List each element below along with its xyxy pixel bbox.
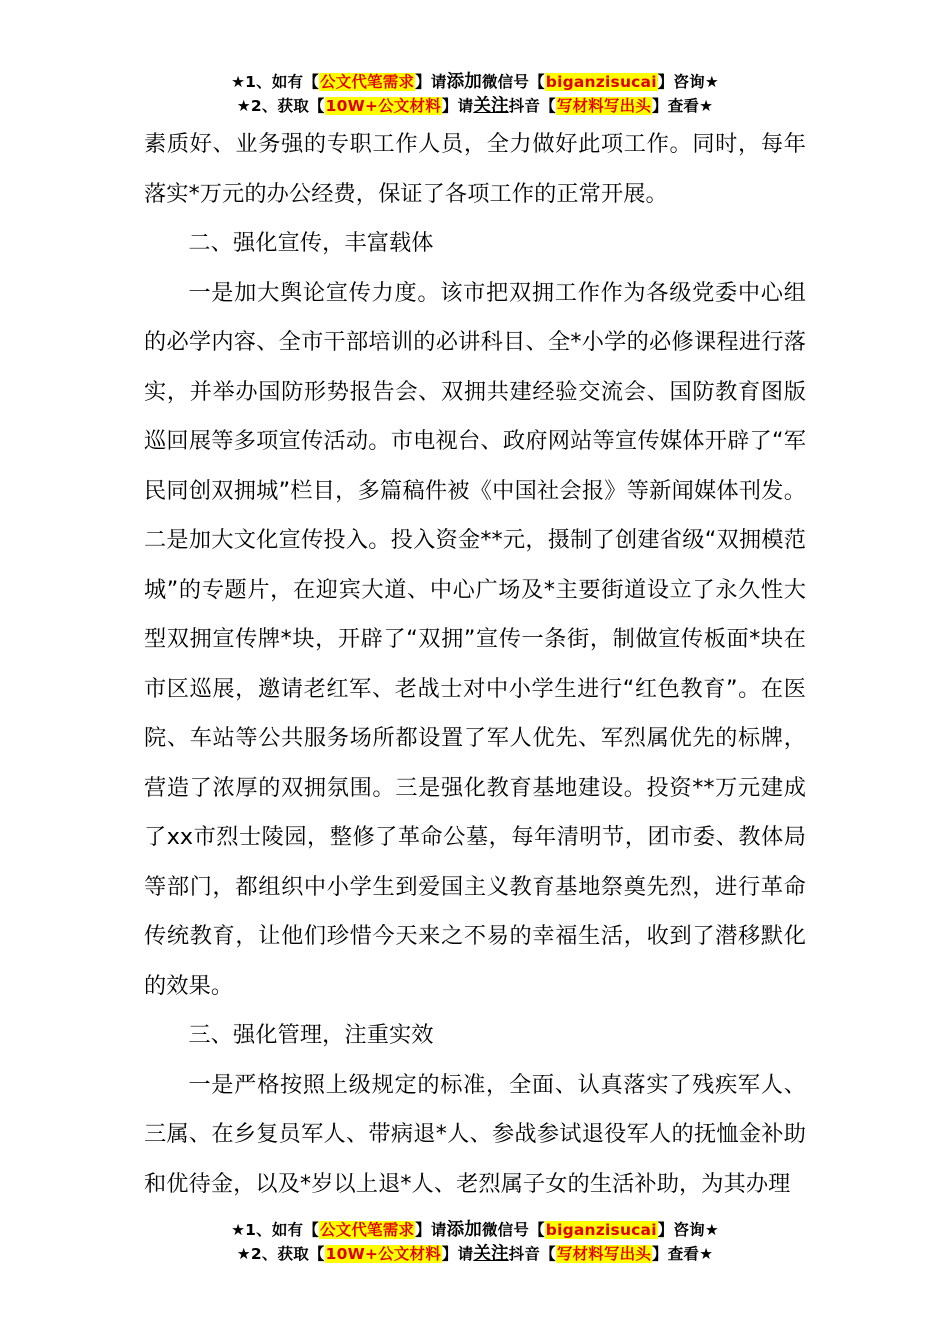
- highlight-materials: 10W+公文材料: [325, 1245, 441, 1263]
- banner-line-2: [0, 94, 950, 118]
- banner-text: ★1、如有【: [231, 1221, 319, 1239]
- paragraph: 一是加大舆论宣传力度。该市把双拥工作作为各级党委中心组的必学内容、全市干部培训的必讲科目、全*小学的必修课程进行落实，并举办国防形势报告会、双拥共建经验交流会、国防教育图版巡回展等多项宣传活动。市电视台、政府网站等宣传媒体开辟了“军民同创双拥城”栏目，多篇稿件被《中国社会报》等新闻媒体刊发。二是加大文化宣传投入。投入资金**元，摄制了创建省级“双拥模范城”的专题片，在迎宾大道、中心广场及*主要街道设立了永久性大型双拥宣传牌*块，开辟了“双拥”宣传一条街，制做宣传板面*块在市区巡展，邀请老红军、老战士对中小学生进行“红色教育”。在医院、车站等公共服务场所都设置了军人优先、军烈属优先的标牌，营造了浓厚的双拥氛围。三是强化教育基地建设。投资**万元建成了xx市烈士陵园，整修了革命公墓，每年清明节，团市委、教体局等部门，都组织中小学生到爱国主义教育基地祭奠先烈，进行革命传统教育，让他们珍惜今天来之不易的幸福生活，收到了潜移默化的效果。: [144, 279, 806, 999]
- banner-emphasis: 关注: [473, 1244, 509, 1264]
- highlight-service: 公文代笔需求: [319, 73, 415, 91]
- highlight-wechat-id: biganzisucai: [545, 1221, 657, 1239]
- document-body: [144, 120, 806, 1209]
- highlight-materials: 10W+公文材料: [325, 97, 441, 115]
- banner-text: 】咨询★: [657, 1221, 719, 1239]
- banner-text: 抖音【: [508, 97, 556, 115]
- highlight-wechat-id: biganzisucai: [545, 73, 657, 91]
- banner-emphasis: 添加: [446, 1220, 482, 1240]
- banner-text: 】请: [415, 1221, 447, 1239]
- banner-text: 微信号【: [481, 1221, 545, 1239]
- banner-text: 】请: [441, 97, 474, 115]
- banner-text: ★2、获取【: [236, 97, 325, 115]
- banner-text: 】请: [415, 73, 447, 91]
- highlight-douyin: 写材料写出头: [556, 1245, 652, 1263]
- paragraph: 一是严格按照上级规定的标准，全面、认真落实了残疾军人、三属、在乡复员军人、带病退*人、参战参试退役军人的抚恤金补助和优待金，以及*岁以上退*人、老烈属子女的生活补助，为其办理: [144, 1071, 806, 1197]
- banner-text: ★2、获取【: [236, 1245, 325, 1263]
- banner-text: 微信号【: [481, 73, 545, 91]
- banner-text: ★1、如有【: [231, 73, 319, 91]
- highlight-service: 公文代笔需求: [319, 1221, 415, 1239]
- banner-line-2: [0, 1242, 950, 1266]
- banner-text: 】请: [441, 1245, 474, 1263]
- banner-line-1: [0, 1218, 950, 1242]
- highlight-douyin: 写材料写出头: [556, 97, 652, 115]
- banner-text: 】查看★: [652, 1245, 714, 1263]
- banner-emphasis: 关注: [473, 96, 509, 116]
- paragraph: 素质好、业务强的专职工作人员，全力做好此项工作。同时，每年落实*万元的办公经费，保证了各项工作的正常开展。: [144, 131, 806, 207]
- footer-banner: [0, 1218, 950, 1266]
- banner-emphasis: 添加: [446, 72, 482, 92]
- section-heading: 三、强化管理，注重实效: [188, 1022, 434, 1048]
- banner-line-1: [0, 70, 950, 94]
- header-banner: [0, 70, 950, 118]
- banner-text: 】咨询★: [657, 73, 719, 91]
- section-heading: 二、强化宣传，丰富载体: [188, 230, 434, 256]
- banner-text: 】查看★: [652, 97, 714, 115]
- banner-text: 抖音【: [508, 1245, 556, 1263]
